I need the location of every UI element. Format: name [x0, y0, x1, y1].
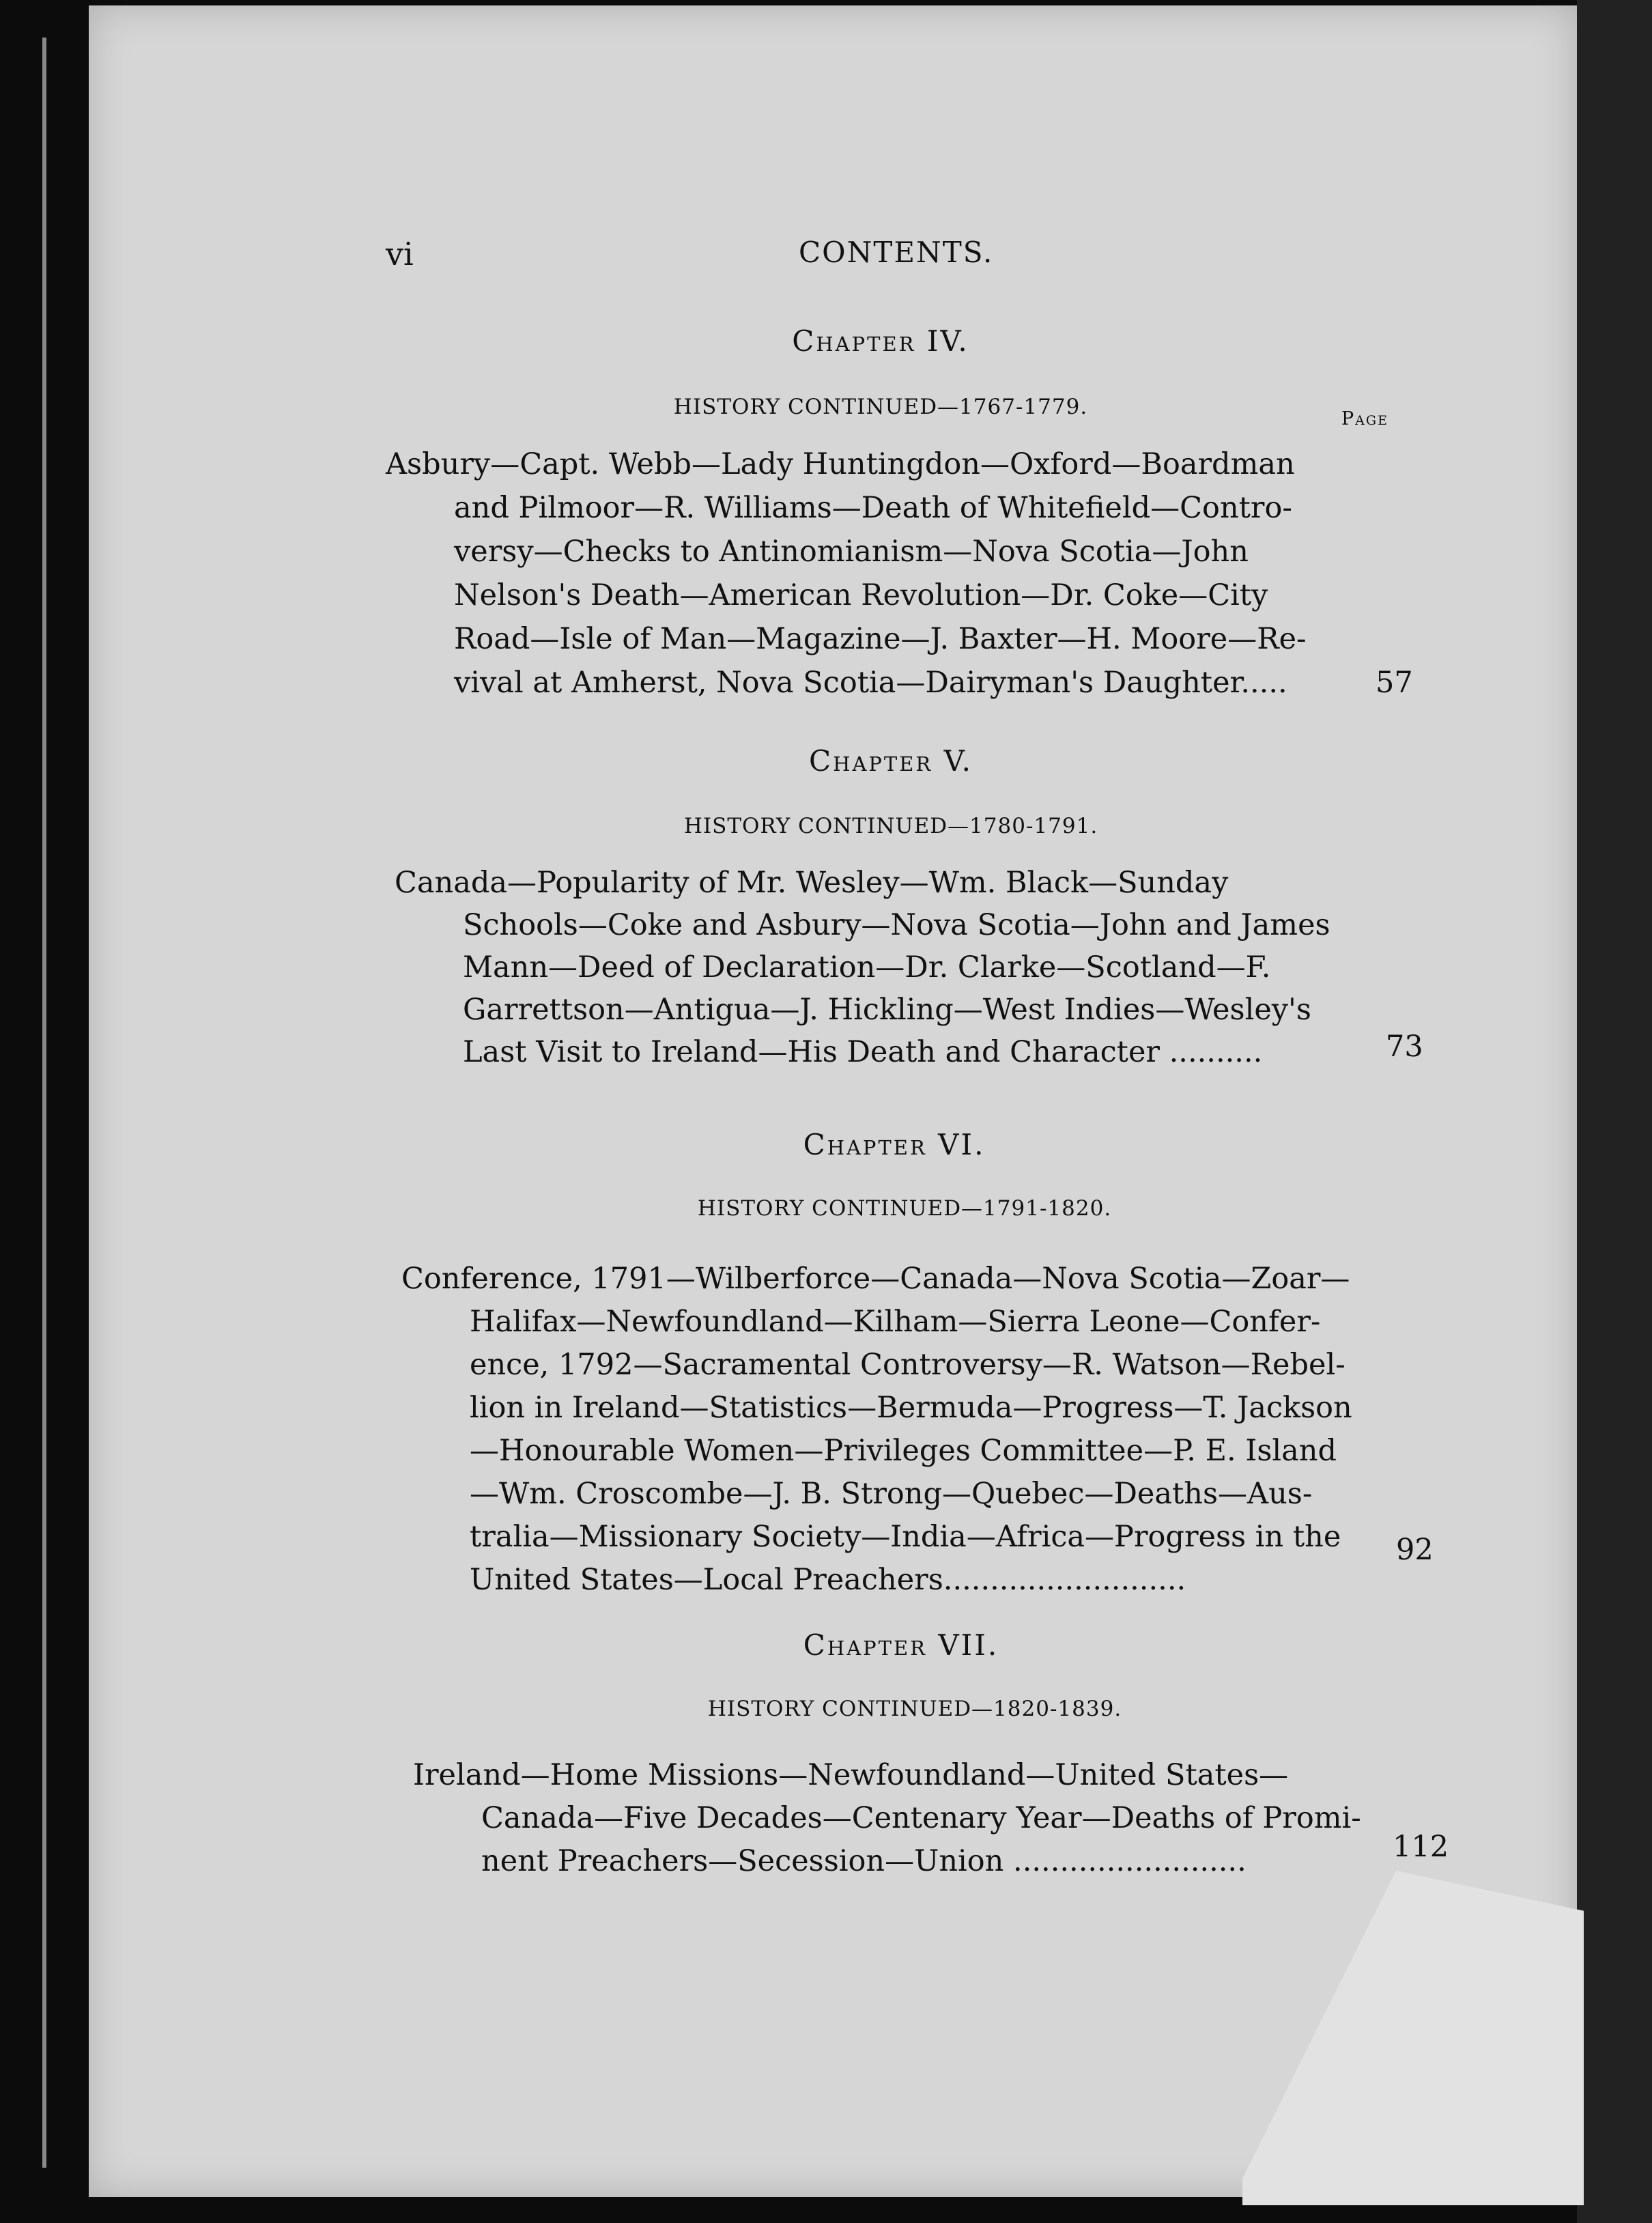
chapter-subtitle: HISTORY CONTINUED—1820-1839.	[707, 1697, 1122, 1721]
chapter-subtitle: HISTORY CONTINUED—1780-1791.	[683, 814, 1098, 838]
entry-line: tralia—Missionary Society—India—Africa—Progress in the	[470, 1520, 1341, 1554]
scan-dark-strip	[1577, 0, 1652, 2223]
chapter-title: Chapter VII.	[803, 1628, 999, 1662]
page-number: 92	[1396, 1533, 1434, 1567]
page-edge-line	[42, 38, 46, 2168]
chapter-title: Chapter IV.	[792, 324, 969, 358]
entry-line: Conference, 1791—Wilberforce—Canada—Nova Scotia—Zoar—	[401, 1262, 1350, 1296]
page-column-label: Page	[1341, 408, 1388, 429]
entry-line: Last Visit to Ireland—His Death and Character ..........	[463, 1035, 1263, 1069]
entry-line: —Honourable Women—Privileges Committee—P. E. Island	[470, 1434, 1337, 1468]
entry-line: Road—Isle of Man—Magazine—J. Baxter—H. Moore—Re-	[454, 622, 1307, 656]
chapter-title: Chapter VI.	[803, 1128, 986, 1161]
chapter-subtitle: HISTORY CONTINUED—1791-1820.	[697, 1196, 1112, 1221]
page-number: 73	[1386, 1030, 1423, 1064]
chapter-subtitle: HISTORY CONTINUED—1767-1779.	[673, 395, 1088, 419]
entry-line: vival at Amherst, Nova Scotia—Dairyman's Daughter.....	[454, 666, 1287, 700]
entry-line: versy—Checks to Antinomianism—Nova Scotia—John	[454, 535, 1249, 569]
entry-line: Canada—Five Decades—Centenary Year—Deaths of Promi-	[481, 1801, 1361, 1835]
entry-line: United States—Local Preachers..........................	[470, 1563, 1186, 1597]
page-number: 112	[1393, 1830, 1449, 1864]
entry-line: Schools—Coke and Asbury—Nova Scotia—John and James	[463, 908, 1330, 942]
entry-line: Nelson's Death—American Revolution—Dr. Coke—City	[454, 578, 1268, 612]
page-number: 57	[1376, 666, 1413, 700]
entry-line: Ireland—Home Missions—Newfoundland—United States—	[413, 1758, 1289, 1792]
entry-line: —Wm. Croscombe—J. B. Strong—Quebec—Deaths—Aus-	[470, 1477, 1313, 1511]
entry-line: and Pilmoor—R. Williams—Death of Whitefield—Contro-	[454, 491, 1292, 525]
entry-line: Canada—Popularity of Mr. Wesley—Wm. Black—Sunday	[395, 866, 1229, 900]
chapter-title: Chapter V.	[809, 744, 973, 778]
entry-line: nent Preachers—Secession—Union .........................	[481, 1844, 1247, 1878]
entry-line: lion in Ireland—Statistics—Bermuda—Progress—T. Jackson	[470, 1391, 1352, 1425]
entry-line: Mann—Deed of Declaration—Dr. Clarke—Scotland—F.	[463, 950, 1271, 985]
entry-line: Garrettson—Antigua—J. Hickling—West Indies—Wesley's	[463, 993, 1311, 1027]
page-folio: vi	[386, 236, 414, 272]
entry-line: ence, 1792—Sacramental Controversy—R. Watson—Rebel-	[470, 1348, 1345, 1382]
running-head: CONTENTS.	[799, 236, 994, 269]
entry-line: Halifax—Newfoundland—Kilham—Sierra Leone—Confer-	[470, 1305, 1321, 1339]
entry-line: Asbury—Capt. Webb—Lady Huntingdon—Oxford—Boardman	[386, 447, 1295, 481]
